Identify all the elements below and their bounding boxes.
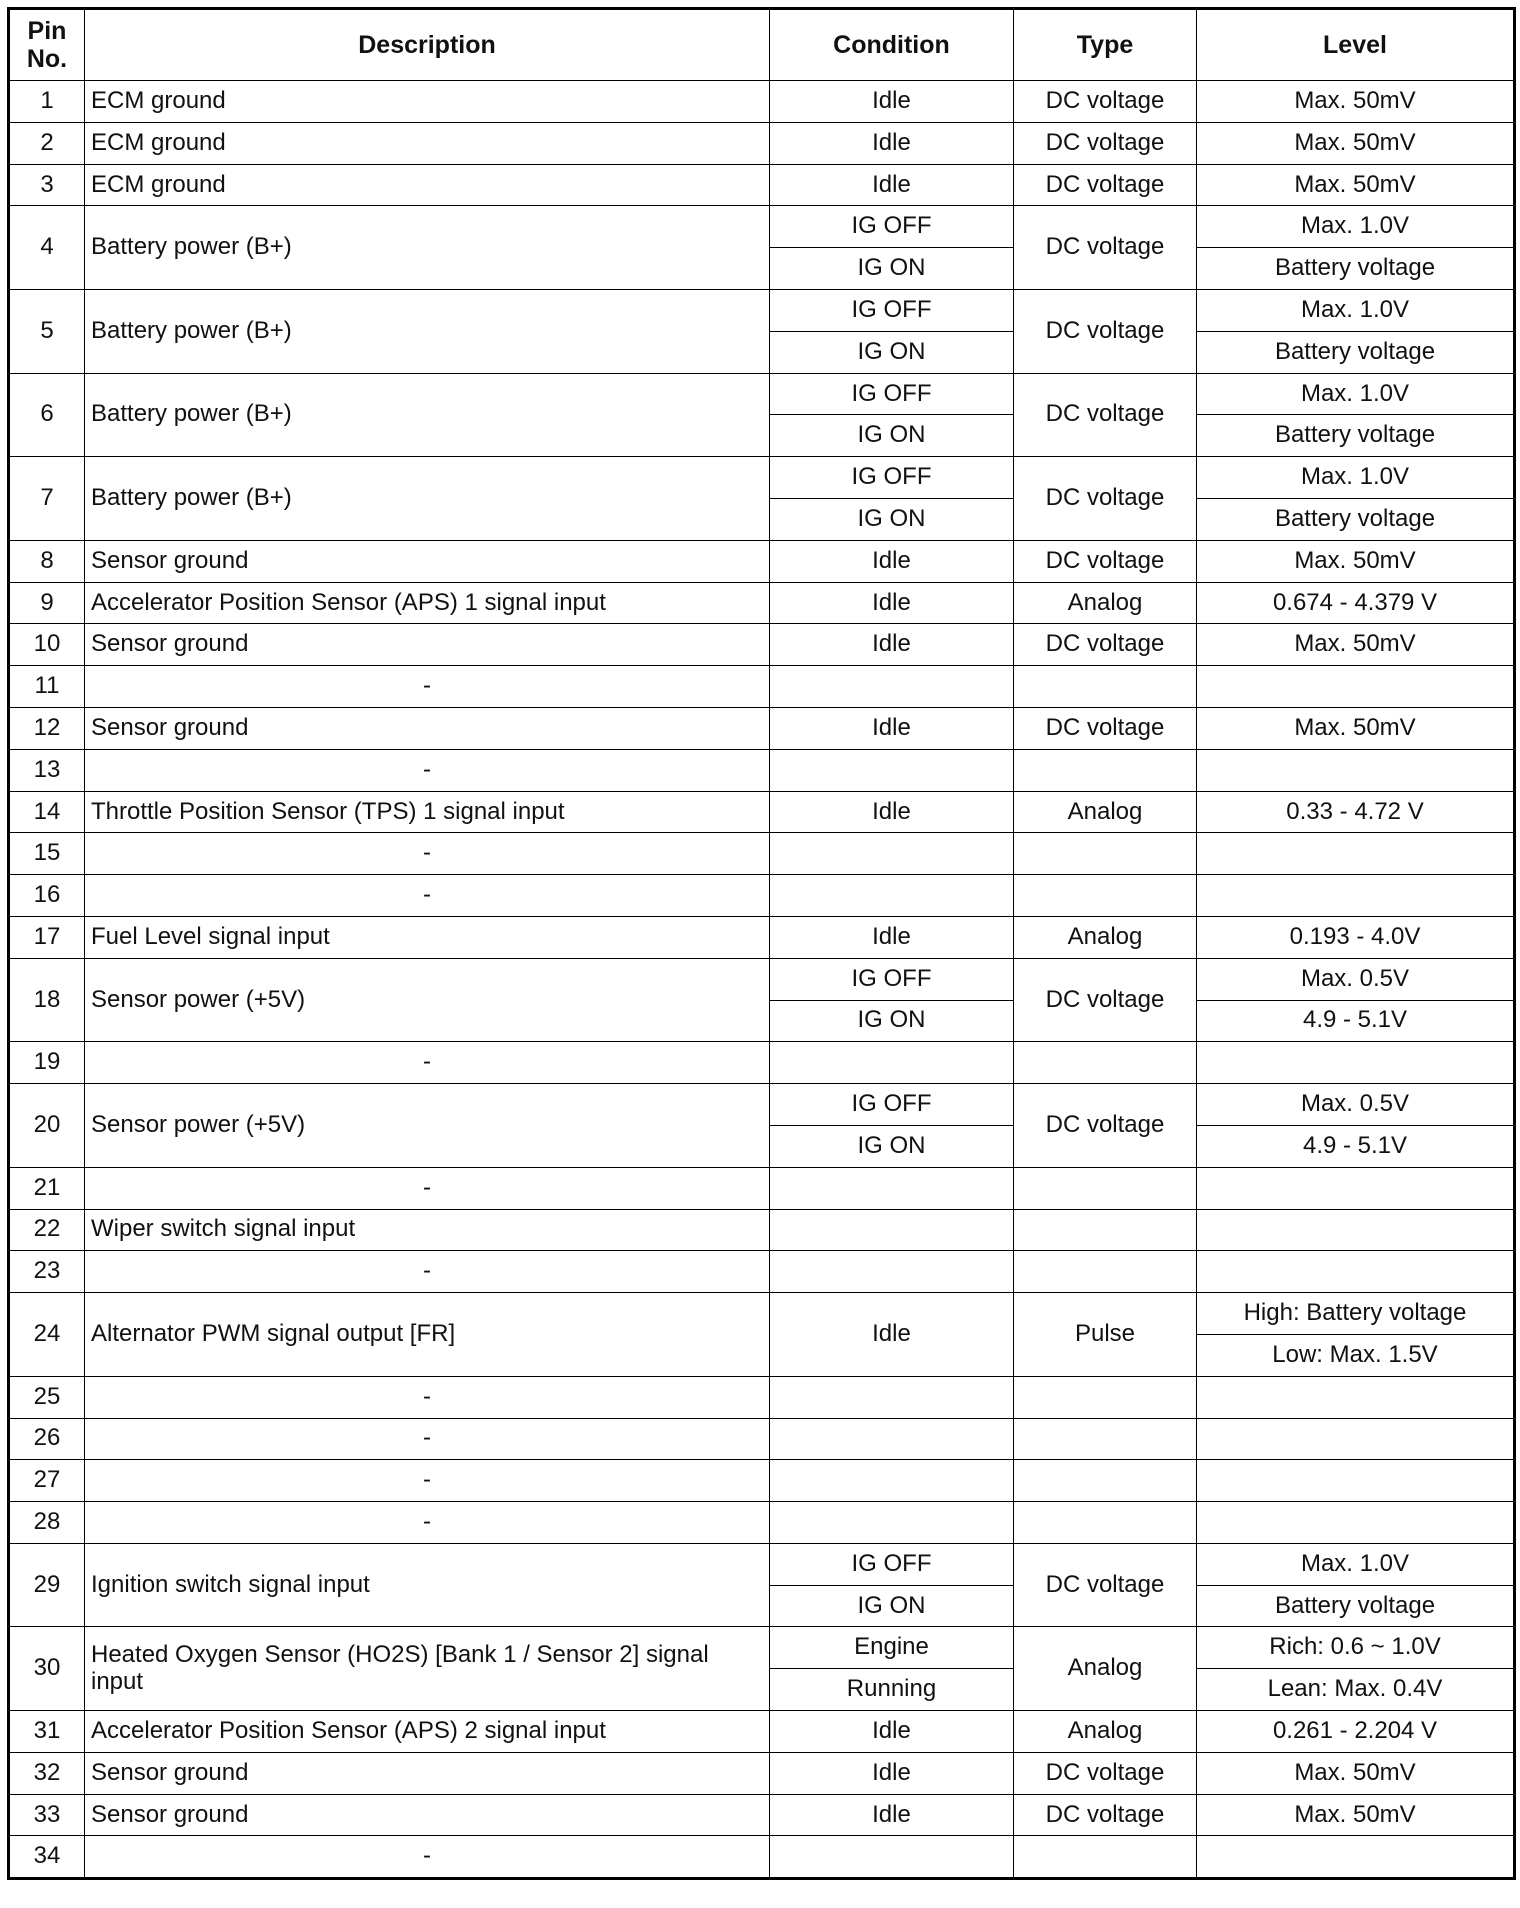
pin-condition: IG OFF: [770, 289, 1014, 331]
pin-number: 13: [9, 749, 85, 791]
pin-condition: IG ON: [770, 1000, 1014, 1042]
header-pin: Pin No.: [9, 9, 85, 81]
pin-condition: [770, 1460, 1014, 1502]
table-row: [9, 81, 1515, 123]
pin-condition: Idle: [770, 122, 1014, 164]
pin-type: DC voltage: [1014, 1752, 1197, 1794]
pin-description: ECM ground: [85, 164, 770, 206]
pin-number: 33: [9, 1794, 85, 1836]
pin-condition: Idle: [770, 540, 1014, 582]
pin-number: 16: [9, 875, 85, 917]
pin-level: Max. 1.0V: [1197, 206, 1515, 248]
pin-number: 30: [9, 1627, 85, 1711]
pin-type: DC voltage: [1014, 707, 1197, 749]
pin-condition: [770, 1502, 1014, 1544]
pin-number: 32: [9, 1752, 85, 1794]
pin-level: [1197, 1209, 1515, 1251]
pin-level: Low: Max. 1.5V: [1197, 1334, 1515, 1376]
pin-type: DC voltage: [1014, 373, 1197, 457]
pin-condition: IG ON: [770, 415, 1014, 457]
pin-description: -: [85, 1167, 770, 1209]
pin-type: [1014, 875, 1197, 917]
pin-level: [1197, 833, 1515, 875]
pin-description: Battery power (B+): [85, 457, 770, 541]
pin-condition: [770, 833, 1014, 875]
table-row: [9, 1543, 1515, 1585]
pin-number: 22: [9, 1209, 85, 1251]
pin-number: 5: [9, 289, 85, 373]
pin-condition: Idle: [770, 1293, 1014, 1377]
pin-level: High: Battery voltage: [1197, 1293, 1515, 1335]
pin-level: 0.193 - 4.0V: [1197, 916, 1515, 958]
table-row: [9, 1752, 1515, 1794]
pin-condition: Idle: [770, 707, 1014, 749]
pin-condition: IG ON: [770, 1125, 1014, 1167]
pin-number: 20: [9, 1084, 85, 1168]
table-row: [9, 1502, 1515, 1544]
table-row: [9, 875, 1515, 917]
pin-type: DC voltage: [1014, 540, 1197, 582]
pin-type: [1014, 1418, 1197, 1460]
table-row: [9, 206, 1515, 248]
pin-condition: [770, 1042, 1014, 1084]
pin-number: 23: [9, 1251, 85, 1293]
pin-level: Max. 50mV: [1197, 1752, 1515, 1794]
pin-number: 19: [9, 1042, 85, 1084]
pin-type: DC voltage: [1014, 958, 1197, 1042]
pin-number: 12: [9, 707, 85, 749]
pin-level: Battery voltage: [1197, 415, 1515, 457]
pin-level: Battery voltage: [1197, 1585, 1515, 1627]
pin-type: Analog: [1014, 582, 1197, 624]
pin-level: Battery voltage: [1197, 331, 1515, 373]
table-row: [9, 540, 1515, 582]
table-row: [9, 1460, 1515, 1502]
pin-condition: Idle: [770, 582, 1014, 624]
pin-number: 10: [9, 624, 85, 666]
pin-description: Battery power (B+): [85, 206, 770, 290]
pin-type: [1014, 1251, 1197, 1293]
table-row: [9, 916, 1515, 958]
pin-description: Sensor ground: [85, 1752, 770, 1794]
pin-number: 31: [9, 1711, 85, 1753]
pin-type: [1014, 1376, 1197, 1418]
header-level: Level: [1197, 9, 1515, 81]
pin-description: -: [85, 749, 770, 791]
pin-description: Alternator PWM signal output [FR]: [85, 1293, 770, 1377]
pin-condition: Idle: [770, 916, 1014, 958]
pin-description: -: [85, 1502, 770, 1544]
header-row: [9, 9, 1515, 81]
pin-level: Lean: Max. 0.4V: [1197, 1669, 1515, 1711]
pin-description: Sensor ground: [85, 707, 770, 749]
pin-level: [1197, 1460, 1515, 1502]
pin-condition: [770, 875, 1014, 917]
pin-type: [1014, 1460, 1197, 1502]
table-body: [9, 81, 1515, 1879]
table-row: [9, 1418, 1515, 1460]
pin-number: 3: [9, 164, 85, 206]
pin-type: Analog: [1014, 1711, 1197, 1753]
pin-condition: IG ON: [770, 331, 1014, 373]
pin-condition: Idle: [770, 164, 1014, 206]
table-row: [9, 582, 1515, 624]
table-row: [9, 707, 1515, 749]
pin-condition: IG ON: [770, 1585, 1014, 1627]
pin-description: Accelerator Position Sensor (APS) 1 signal input: [85, 582, 770, 624]
pin-condition: [770, 666, 1014, 708]
pin-condition: IG OFF: [770, 457, 1014, 499]
pin-level: Max. 50mV: [1197, 81, 1515, 123]
pin-type: DC voltage: [1014, 624, 1197, 666]
pin-condition: IG OFF: [770, 373, 1014, 415]
pin-condition: IG OFF: [770, 1543, 1014, 1585]
table-row: [9, 1794, 1515, 1836]
pin-condition: Idle: [770, 81, 1014, 123]
pin-type: DC voltage: [1014, 1543, 1197, 1627]
pin-level: [1197, 1502, 1515, 1544]
pin-type: DC voltage: [1014, 81, 1197, 123]
table-row: [9, 164, 1515, 206]
table-row: [9, 1627, 1515, 1669]
pin-level: [1197, 1042, 1515, 1084]
pin-level: [1197, 1251, 1515, 1293]
table-row: [9, 1711, 1515, 1753]
pin-description: Sensor ground: [85, 1794, 770, 1836]
table-row: [9, 624, 1515, 666]
pin-level: Max. 1.0V: [1197, 457, 1515, 499]
pin-description: Ignition switch signal input: [85, 1543, 770, 1627]
pin-type: Analog: [1014, 1627, 1197, 1711]
table-row: [9, 791, 1515, 833]
pin-type: DC voltage: [1014, 457, 1197, 541]
pin-level: [1197, 666, 1515, 708]
pin-level: Max. 0.5V: [1197, 1084, 1515, 1126]
pin-description: Accelerator Position Sensor (APS) 2 signal input: [85, 1711, 770, 1753]
pin-type: DC voltage: [1014, 289, 1197, 373]
pin-description: Sensor power (+5V): [85, 1084, 770, 1168]
table-row: [9, 1167, 1515, 1209]
pin-type: [1014, 1209, 1197, 1251]
table-row: [9, 1251, 1515, 1293]
pin-level: [1197, 1418, 1515, 1460]
pin-condition: [770, 1209, 1014, 1251]
pin-description: Heated Oxygen Sensor (HO2S) [Bank 1 / Sensor 2] signal input: [85, 1627, 770, 1711]
pin-type: DC voltage: [1014, 122, 1197, 164]
pin-description: Sensor ground: [85, 624, 770, 666]
pin-condition: [770, 1836, 1014, 1879]
pin-level: 4.9 - 5.1V: [1197, 1000, 1515, 1042]
pin-level: [1197, 875, 1515, 917]
pin-level: Rich: 0.6 ~ 1.0V: [1197, 1627, 1515, 1669]
table-row: [9, 457, 1515, 499]
pin-type: [1014, 1167, 1197, 1209]
pin-number: 2: [9, 122, 85, 164]
pin-level: Max. 1.0V: [1197, 373, 1515, 415]
pin-level: 0.261 - 2.204 V: [1197, 1711, 1515, 1753]
pin-description: -: [85, 833, 770, 875]
pin-level: Max. 50mV: [1197, 624, 1515, 666]
header-type: Type: [1014, 9, 1197, 81]
pin-number: 11: [9, 666, 85, 708]
pin-level: 4.9 - 5.1V: [1197, 1125, 1515, 1167]
pin-level: Max. 0.5V: [1197, 958, 1515, 1000]
pin-level: [1197, 1836, 1515, 1879]
pin-description: Throttle Position Sensor (TPS) 1 signal input: [85, 791, 770, 833]
pin-level: Battery voltage: [1197, 498, 1515, 540]
pin-condition: Engine: [770, 1627, 1014, 1669]
pin-level: Battery voltage: [1197, 248, 1515, 290]
pin-number: 28: [9, 1502, 85, 1544]
table-row: [9, 1293, 1515, 1335]
pin-type: DC voltage: [1014, 1794, 1197, 1836]
pin-condition: IG OFF: [770, 958, 1014, 1000]
pin-condition: [770, 1376, 1014, 1418]
pin-type: [1014, 749, 1197, 791]
pin-level: Max. 1.0V: [1197, 1543, 1515, 1585]
pin-number: 8: [9, 540, 85, 582]
pin-description: -: [85, 1418, 770, 1460]
pin-condition: [770, 1251, 1014, 1293]
pin-description: -: [85, 1042, 770, 1084]
pin-description: Sensor ground: [85, 540, 770, 582]
header-condition: Condition: [770, 9, 1014, 81]
pin-level: [1197, 1376, 1515, 1418]
table-row: [9, 373, 1515, 415]
pin-description: -: [85, 1460, 770, 1502]
pin-condition: Idle: [770, 1711, 1014, 1753]
table-row: [9, 289, 1515, 331]
pin-number: 6: [9, 373, 85, 457]
pin-condition: Running: [770, 1669, 1014, 1711]
table-row: [9, 833, 1515, 875]
pin-number: 17: [9, 916, 85, 958]
pin-condition: Idle: [770, 624, 1014, 666]
pin-number: 21: [9, 1167, 85, 1209]
table-row: [9, 1376, 1515, 1418]
pin-description: Sensor power (+5V): [85, 958, 770, 1042]
table-row: [9, 958, 1515, 1000]
pin-description: -: [85, 1836, 770, 1879]
pin-type: [1014, 833, 1197, 875]
pin-condition: [770, 1418, 1014, 1460]
table-row: [9, 666, 1515, 708]
pin-description: -: [85, 1251, 770, 1293]
table-row: [9, 749, 1515, 791]
pin-description: -: [85, 1376, 770, 1418]
pin-condition: Idle: [770, 791, 1014, 833]
pin-level: Max. 50mV: [1197, 164, 1515, 206]
pin-level: 0.33 - 4.72 V: [1197, 791, 1515, 833]
pin-level: 0.674 - 4.379 V: [1197, 582, 1515, 624]
pin-condition: Idle: [770, 1752, 1014, 1794]
pin-description: ECM ground: [85, 122, 770, 164]
pin-number: 34: [9, 1836, 85, 1879]
pin-number: 14: [9, 791, 85, 833]
pin-description: -: [85, 666, 770, 708]
pin-type: [1014, 1836, 1197, 1879]
pin-number: 18: [9, 958, 85, 1042]
pin-number: 9: [9, 582, 85, 624]
pin-description: Battery power (B+): [85, 289, 770, 373]
pin-number: 15: [9, 833, 85, 875]
pin-type: [1014, 1042, 1197, 1084]
pin-type: DC voltage: [1014, 206, 1197, 290]
pin-level: Max. 1.0V: [1197, 289, 1515, 331]
pin-number: 25: [9, 1376, 85, 1418]
pin-type: DC voltage: [1014, 1084, 1197, 1168]
table-row: [9, 1042, 1515, 1084]
pin-number: 7: [9, 457, 85, 541]
pin-condition: [770, 749, 1014, 791]
pin-number: 29: [9, 1543, 85, 1627]
pin-level: Max. 50mV: [1197, 1794, 1515, 1836]
table-row: [9, 1209, 1515, 1251]
pin-condition: IG ON: [770, 248, 1014, 290]
pin-type: [1014, 666, 1197, 708]
pin-number: 27: [9, 1460, 85, 1502]
pin-condition: IG OFF: [770, 1084, 1014, 1126]
pin-number: 4: [9, 206, 85, 290]
pin-description: -: [85, 875, 770, 917]
pin-type: Analog: [1014, 791, 1197, 833]
pin-type: Analog: [1014, 916, 1197, 958]
pin-description: ECM ground: [85, 81, 770, 123]
table-row: [9, 122, 1515, 164]
pin-description: Battery power (B+): [85, 373, 770, 457]
pin-level: Max. 50mV: [1197, 540, 1515, 582]
header-description: Description: [85, 9, 770, 81]
pin-type: Pulse: [1014, 1293, 1197, 1377]
pin-number: 26: [9, 1418, 85, 1460]
pin-condition: Idle: [770, 1794, 1014, 1836]
pin-level: Max. 50mV: [1197, 707, 1515, 749]
pin-table: [7, 7, 1516, 1880]
pin-number: 24: [9, 1293, 85, 1377]
pin-condition: [770, 1167, 1014, 1209]
table-row: [9, 1836, 1515, 1879]
pin-type: DC voltage: [1014, 164, 1197, 206]
pin-level: Max. 50mV: [1197, 122, 1515, 164]
pin-description: Wiper switch signal input: [85, 1209, 770, 1251]
pin-description: Fuel Level signal input: [85, 916, 770, 958]
pin-condition: IG ON: [770, 498, 1014, 540]
pin-type: [1014, 1502, 1197, 1544]
table-row: [9, 1084, 1515, 1126]
pin-level: [1197, 749, 1515, 791]
pin-number: 1: [9, 81, 85, 123]
pin-level: [1197, 1167, 1515, 1209]
pin-condition: IG OFF: [770, 206, 1014, 248]
